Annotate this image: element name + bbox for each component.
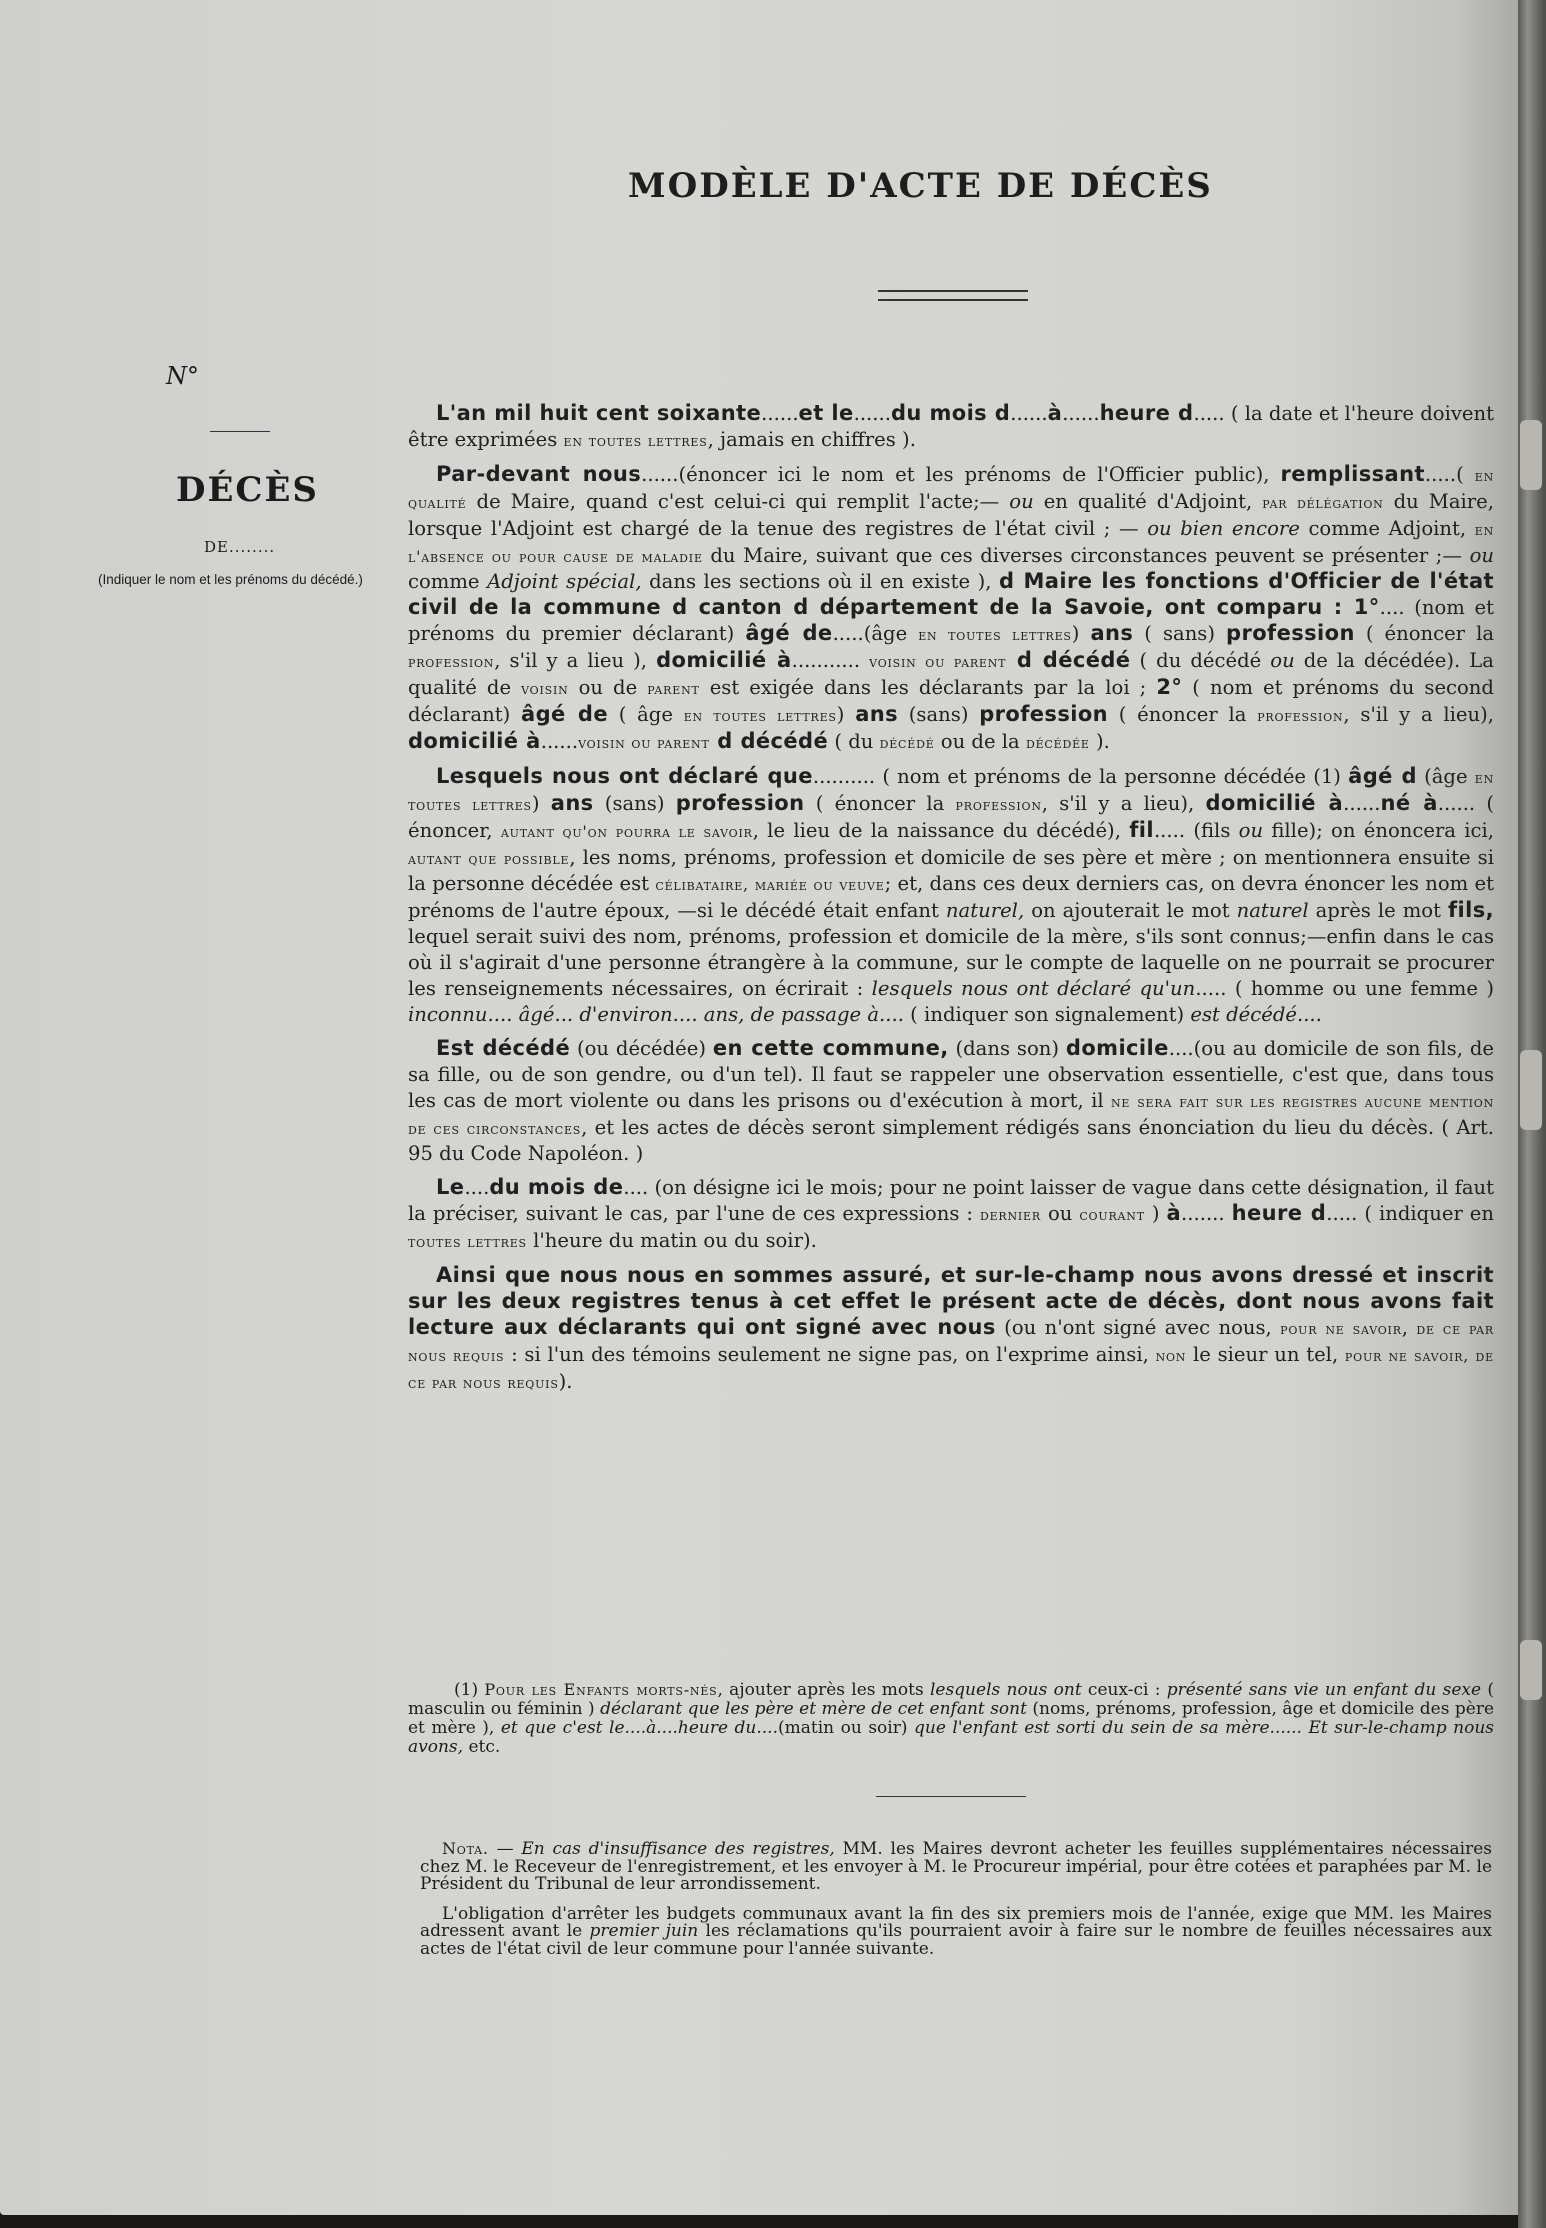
footnote: (1) Pour les Enfants morts-nés, ajouter après les mots lesquels nous ont ceux-ci : présenté sans vie un enfant du sexe ( masculin ou féminin ) déclarant que les père et mère de cet enfant sont (noms, prénoms, profession, âge et domicile des père et mère ), et que c'est le....à....heure du....(matin ou soir) que l'enfant est sorti du sein de sa mère...... Et sur-le-champ nous avons, etc.: [408, 1680, 1495, 1757]
nota-paragraph: Nota. — En cas d'insuffisance des registres, MM. les Maires devront acheter les feuilles supplémentaires nécessaires chez M. le Receveur de l'enregistrement, et les envoyer à M. le Procureur impérial, pour être cotées et paraphées par M. le Président du Tribunal de leur arrondissement.: [420, 1839, 1492, 1894]
paragraph-death-date: Le....du mois de.... (on désigne ici le mois; pour ne point laisser de vague dans cette désignation, il faut la préciser, suivant le cas, par l'une de ces expressions : dernier ou courant ) à....... heure d..... ( indiquer en toutes lettres l'heure du matin ou du soir).: [408, 1175, 1494, 1253]
title-double-rule: [878, 290, 1028, 301]
paragraph-closing: Ainsi que nous nous en sommes assuré, et sur-le-champ nous avons dressé et inscrit sur les deux registres tenus à cet effet le présent acte de décès, dont nous avons fait lecture aux déclarants qui ont signé avec nous (ou n'ont signé avec nous, pour ne savoir, de ce par nous requis : si l'un des témoins seulement ne signe pas, on l'exprime ainsi, non le sieur un tel, pour ne savoir, de ce par nous requis).: [408, 1263, 1495, 1393]
margin-deces-heading: DÉCÈS: [176, 470, 319, 510]
record-number-label: N°: [166, 362, 199, 390]
budget-paragraph: L'obligation d'arrêter les budgets communaux avant la fin des six premiers mois de l'année, exige que MM. les Maires adressent avant le premier juin les réclamations qu'ils pourraient avoir à faire sur le nombre de feuilles nécessaires aux actes de l'état civil de leur commune pour l'année suivante.: [420, 1903, 1493, 1959]
act-body: [408, 401, 1494, 1404]
paragraph-officer: Par-devant nous......(énoncer ici le nom et les prénoms de l'Officier public), remplissant.....( en qualité de Maire, quand c'est celui-ci qui remplit l'acte;— ou en qualité d'Adjoint, par délégation du Maire, lorsque l'Adjoint est chargé de la tenue des registres de l'état civil ; — ou bien encore comme Adjoint, en l'absence ou pour cause de maladie du Maire, suivant que ces diverses circonstances peuvent se présenter ;— ou comme Adjoint spécial, dans les sections où il en existe ), d Maire les fonctions d'Officier de l'état civil de la commune d canton d département de la Savoie, ont comparu : 1°.... (nom et prénoms du premier déclarant) âgé de.....(âge en toutes lettres) ans ( sans) profession ( énoncer la profession, s'il y a lieu ), domicilié à........... voisin ou parent d décédé ( du décédé ou de la décédée). La qualité de voisin ou de parent est exigée dans les déclarants par la loi ; 2° ( nom et prénoms du second déclarant) âgé de ( âge en toutes lettres) ans (sans) profession ( énoncer la profession, s'il y a lieu), domicilié à......voisin ou parent d décédé ( du décédé ou de la décédée ).: [408, 461, 1495, 753]
page-title: MODÈLE D'ACTE DE DÉCÈS: [628, 166, 1213, 206]
spine-tab: [1520, 420, 1542, 490]
margin-divider: [210, 431, 270, 432]
margin-de-line: DE........: [204, 538, 276, 556]
nota-section: [420, 1840, 1492, 1970]
footnote-divider: [876, 1796, 1026, 1797]
paragraph-declaration: Lesquels nous ont déclaré que.......... ( nom et prénoms de la personne décédée (1) âgé d (âge en toutes lettres) ans (sans) profession ( énoncer la profession, s'il y a lieu), domicilié à......né à...... ( énoncer, autant qu'on pourra le savoir, le lieu de la naissance du décédé), fil..... (fils ou fille); on énoncera ici, autant que possible, les noms, prénoms, profession et domicile de ses père et mère ; on mentionnera ensuite si la personne décédée est célibataire, mariée ou veuve; et, dans ces deux derniers cas, on devra énoncer les nom et prénoms de l'autre époux, —si le décédé était enfant naturel, on ajouterait le mot naturel après le mot fils, lequel serait suivi des nom, prénoms, profession et domicile de la mère, s'ils sont connus;—enfin dans le cas où il s'agirait d'une personne étrangère à la commune, sur le compte de laquelle on ne pourrait se procurer les renseignements nécessaires, on écrirait : lesquels nous ont déclaré qu'un..... ( homme ou une femme ) inconnu.... âgé... d'environ.... ans, de passage à.... ( indiquer son signalement) est décédé....: [408, 763, 1495, 1026]
spine-tab: [1520, 1050, 1542, 1130]
book-spine: [1518, 0, 1546, 2228]
paragraph-date: L'an mil huit cent soixante......et le......du mois d......à......heure d..... ( la date et l'heure doivent être exprimées en toutes lettres, jamais en chiffres ).: [408, 401, 1494, 451]
paragraph-death-place: Est décédé (ou décédée) en cette commune, (dans son) domicile....(ou au domicile de son fils, de sa fille, ou de son gendre, ou d'un tel). Il faut se rappeler une observation essentielle, c'est que, dans tous les cas de mort violente ou dans les prisons ou d'exécution à mort, il ne sera fait sur les registres aucune mention de ces circonstances, et les actes de décès seront simplement rédigés sans énonciation du lieu du décès. ( Art. 95 du Code Napoléon. ): [408, 1035, 1495, 1166]
spine-tab: [1520, 1640, 1542, 1700]
margin-instruction: (Indiquer le nom et les prénoms du décédé.): [98, 572, 363, 587]
